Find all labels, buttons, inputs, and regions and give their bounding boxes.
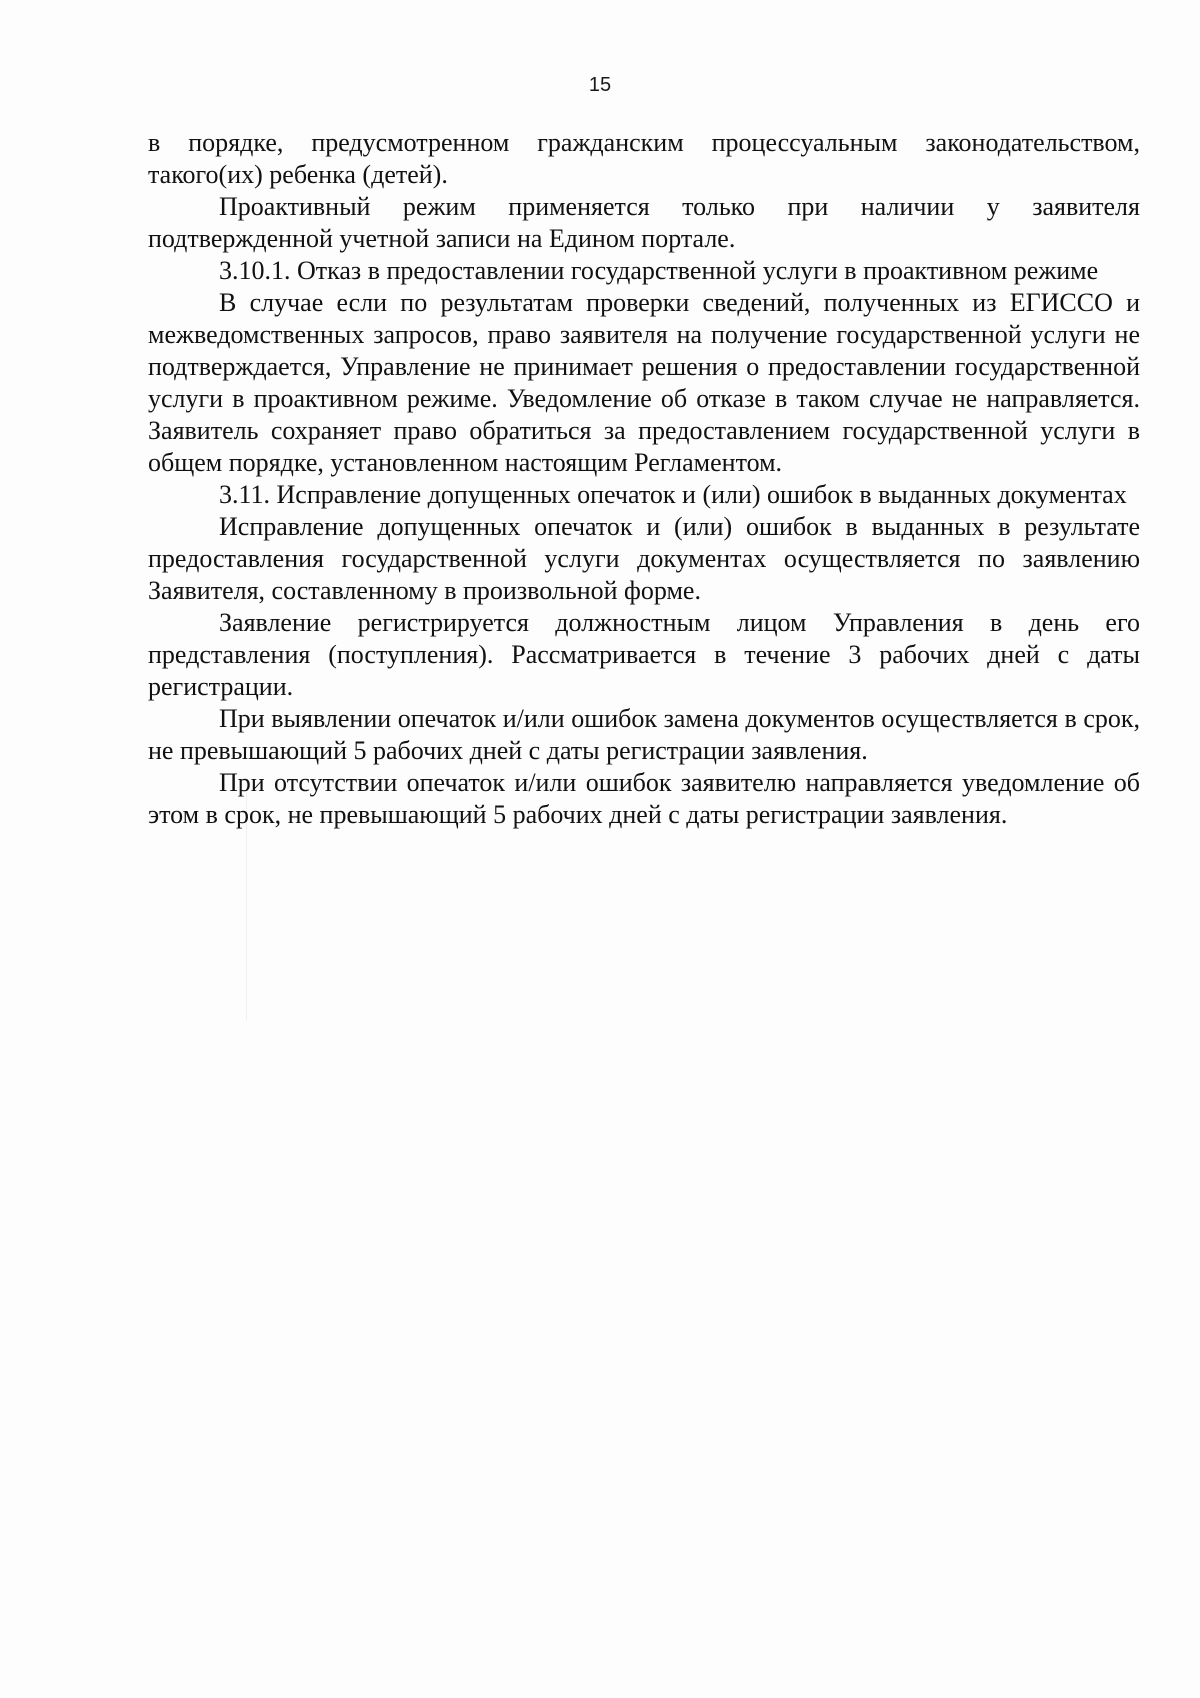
- paragraph-replacement-terms: При выявлении опечаток и/или ошибок замена документов осуществляется в срок, не превышающий 5 рабочих дней с даты регистрации заявления.: [148, 704, 1140, 765]
- section-heading-3-11: 3.11. Исправление допущенных опечаток и (или) ошибок в выданных документах: [219, 480, 1127, 509]
- page-number: 15: [588, 74, 612, 96]
- paragraph-correction-basis: Исправление допущенных опечаток и (или) ошибок в выданных в результате предоставления государственной услуги документах осуществляется по заявлению Заявителя, составленному в произвольной форме.: [148, 512, 1140, 605]
- paragraph-registration-terms: Заявление регистрируется должностным лицом Управления в день его представления (поступления). Рассматривается в течение 3 рабочих дней с даты регистрации.: [148, 608, 1140, 701]
- scan-artifact-line: [246, 780, 247, 1020]
- paragraph-proactive-mode-note: Проактивный режим применяется только при наличии у заявителя подтвержденной учетной записи на Едином портале.: [148, 192, 1140, 253]
- paragraph-no-errors-notice: При отсутствии опечаток и/или ошибок заявителю направляется уведомление об этом в срок, не превышающий 5 рабочих дней с даты регистрации заявления.: [148, 768, 1140, 829]
- paragraph-refusal: В случае если по результатам проверки сведений, полученных из ЕГИССО и межведомственных запросов, право заявителя на получение государственной услуги не подтверждается, Управление не принимает решения о предоставлении государственной услуги в проактивном режиме. Уведомление об отказе в таком случае не направляется. Заявитель сохраняет право обратиться за предоставлением государственной услуги в общем порядке, установленном настоящим Регламентом.: [148, 288, 1140, 477]
- paragraph-continuation: в порядке, предусмотренном гражданским процессуальным законодательством, такого(их) ребенка (детей).: [148, 128, 1140, 189]
- document-body: [148, 127, 1140, 831]
- section-heading-3-10-1: 3.10.1. Отказ в предоставлении государственной услуги в проактивном режиме: [219, 256, 1099, 285]
